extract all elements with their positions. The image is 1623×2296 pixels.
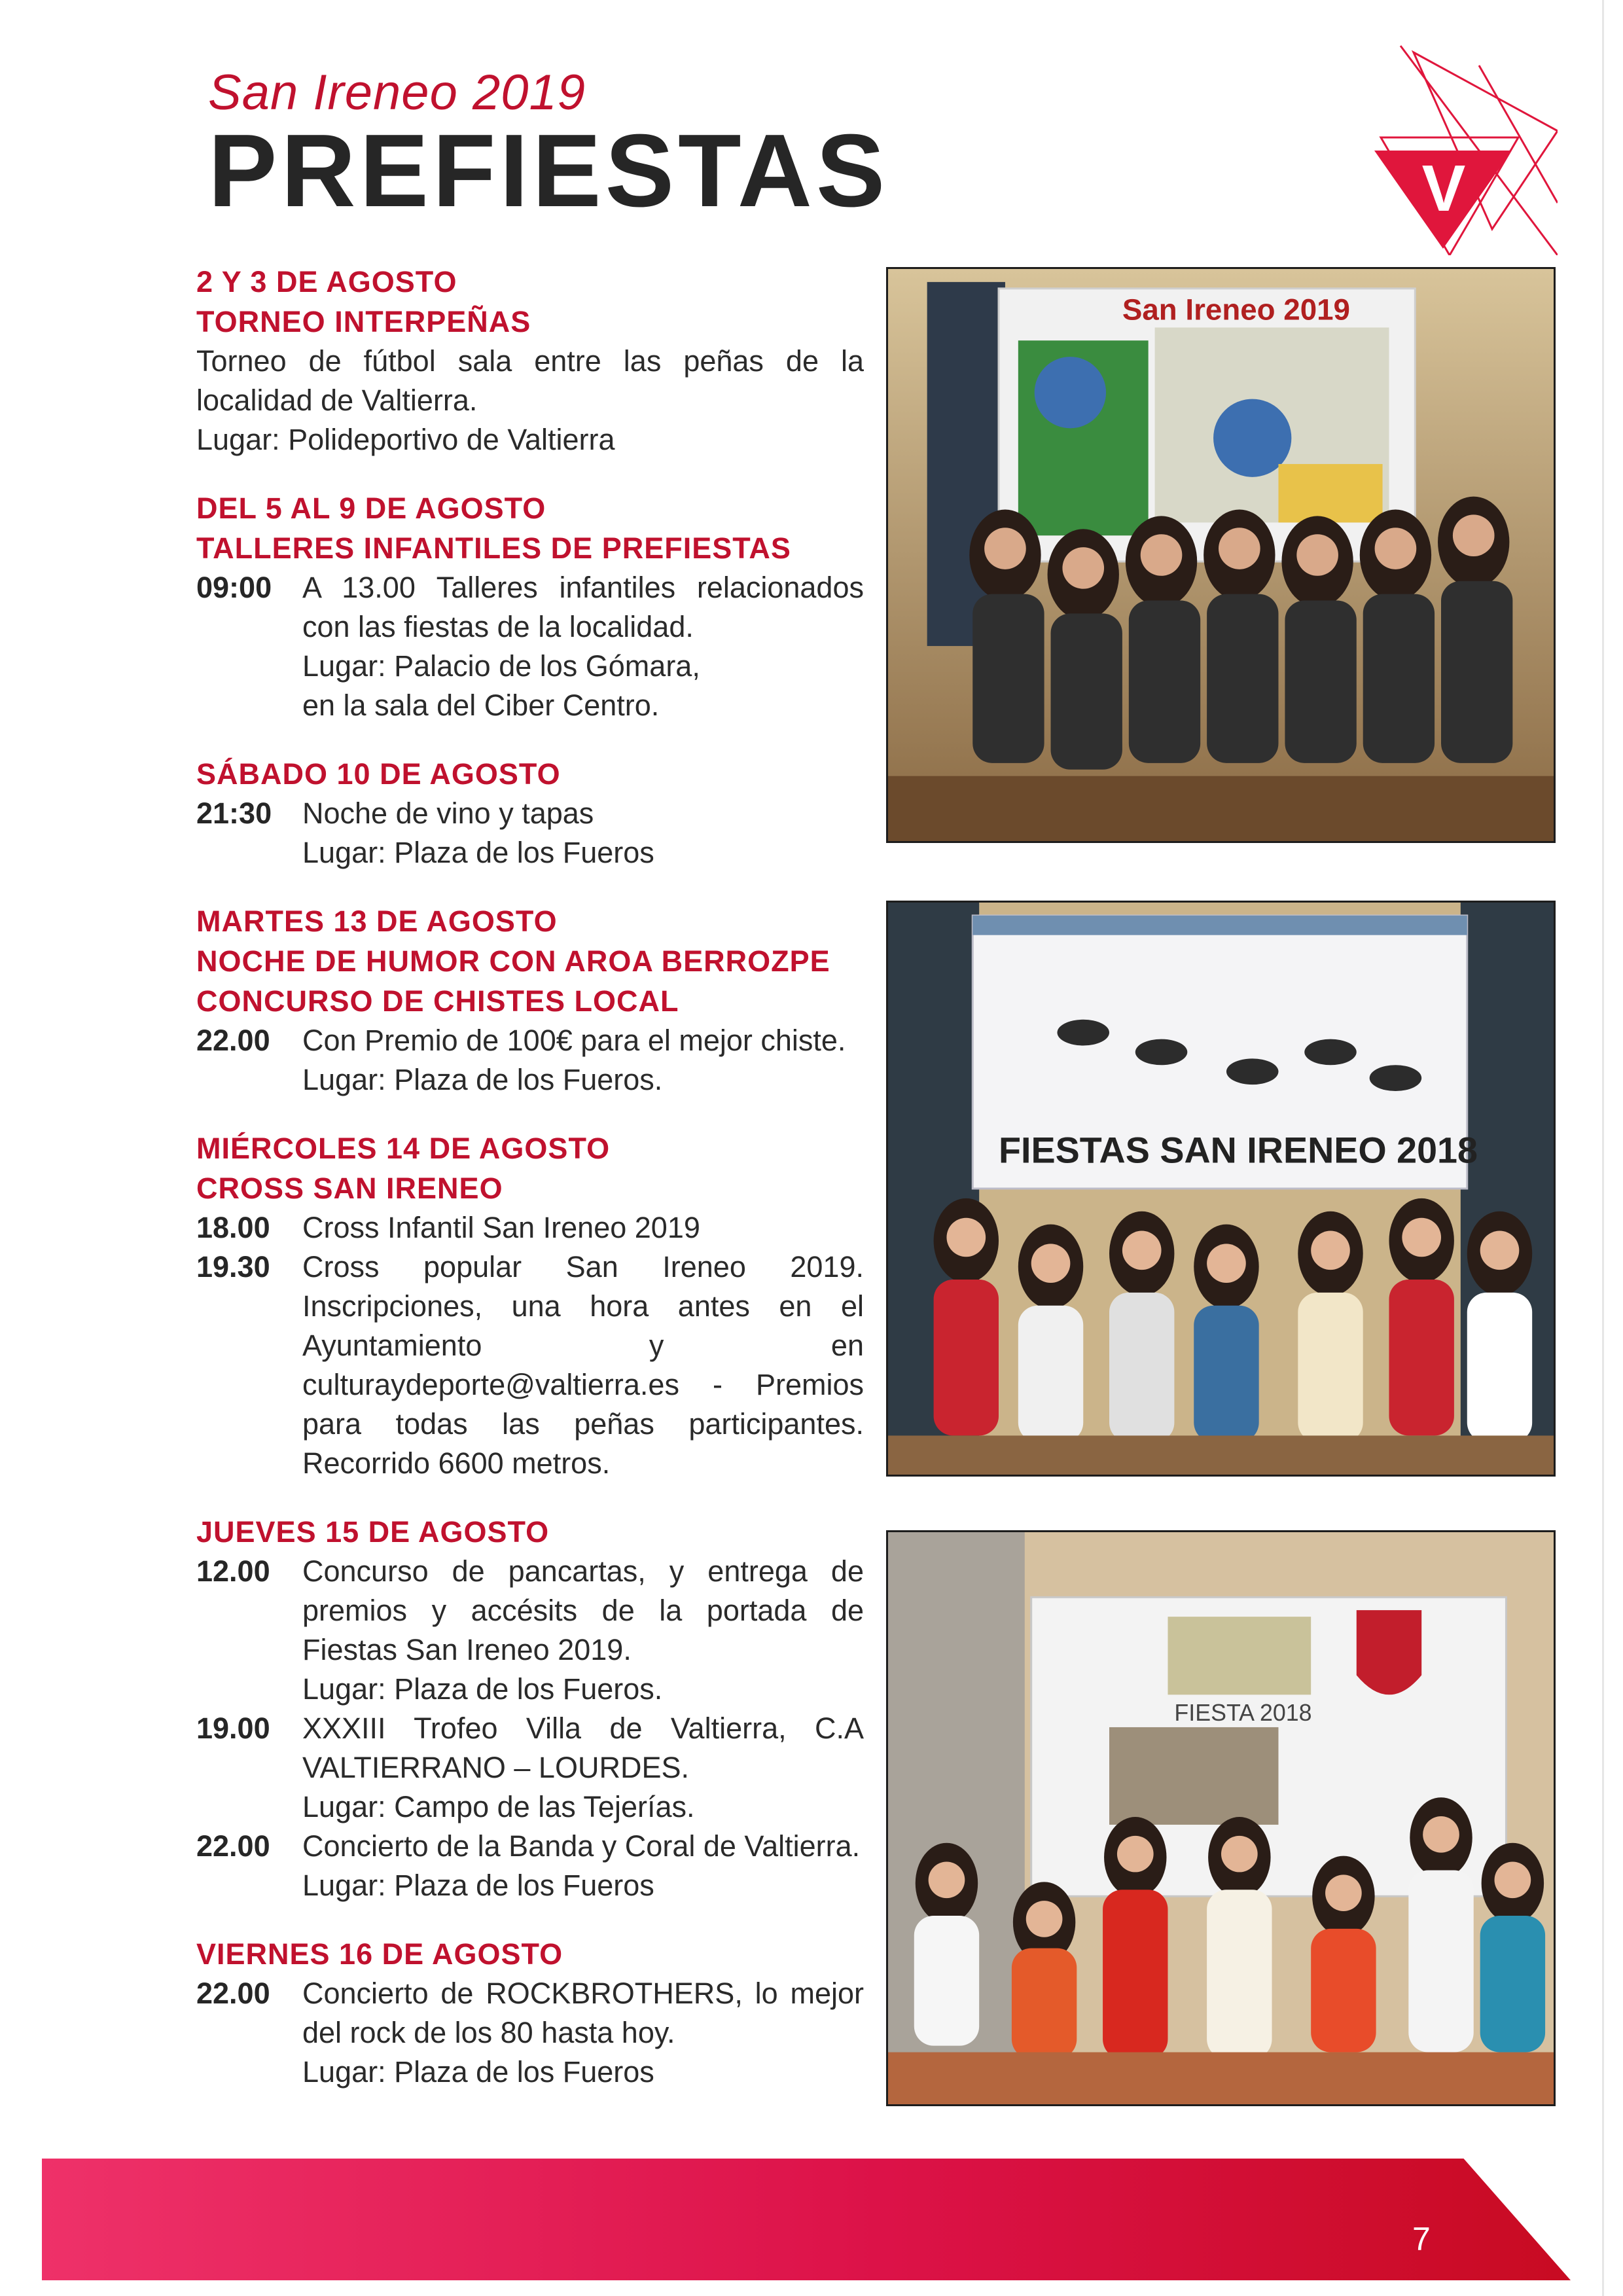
event-viernes — [196, 1934, 864, 2092]
event-torneo — [196, 262, 864, 459]
event-line: A 13.00 Talleres infantiles relacionados con las fiestas de la localidad. — [302, 571, 864, 643]
event-item — [196, 794, 864, 872]
event-item — [196, 1709, 864, 1827]
event-line: Concierto de ROCKBROTHERS, lo mejor del rock de los 80 hasta hoy. — [302, 1977, 864, 2049]
event-line: Lugar: Plaza de los Fueros — [302, 2055, 654, 2089]
event-text — [302, 794, 864, 872]
event-title: TALLERES INFANTILES DE PREFIESTAS — [196, 531, 791, 565]
event-line: Concurso de pancartas, y entrega de premios y accésits de la portada de Fiestas San Ireneo 2019. — [302, 1554, 864, 1666]
event-line: Noche de vino y tapas — [302, 797, 594, 830]
program-list — [196, 262, 864, 2121]
valtierra-logo-icon — [1361, 39, 1558, 255]
event-date: MIÉRCOLES 14 DE AGOSTO — [196, 1132, 611, 1165]
event-place: Lugar: Polideportivo de Valtierra — [196, 423, 615, 456]
event-line: Lugar: Palacio de los Gómara, — [302, 649, 700, 683]
event-martes — [196, 901, 864, 1100]
event-line: Lugar: Campo de las Tejerías. — [302, 1790, 695, 1823]
event-line: en la sala del Ciber Centro. — [302, 689, 660, 722]
event-cross — [196, 1128, 864, 1483]
page-edge — [1602, 0, 1604, 2296]
event-line: Cross popular San Ireneo 2019. Inscripciones, una hora antes en el Ayuntamiento y en culturaydeporte@valtierra.es - Premios para todas las peñas participantes. Recorrido 6600 metros. — [302, 1250, 864, 1480]
logo-letter: V — [1421, 152, 1466, 225]
photo-banner-text: San Ireneo 2019 — [1122, 293, 1350, 327]
event-text — [302, 1974, 864, 2092]
event-time: 22.00 — [196, 1829, 270, 1863]
event-title: NOCHE DE HUMOR CON AROA BERROZPE — [196, 944, 830, 978]
event-line: XXXIII Trofeo Villa de Valtierra, C.A VALTIERRANO – LOURDES. — [302, 1712, 864, 1784]
event-item — [196, 1974, 864, 2092]
event-time: 12.00 — [196, 1554, 270, 1588]
event-time: 22.00 — [196, 1977, 270, 2010]
event-talleres — [196, 488, 864, 725]
event-item — [196, 568, 864, 725]
photo-group-2 — [886, 901, 1556, 1477]
event-date: MARTES 13 DE AGOSTO — [196, 905, 558, 938]
photo-group-3 — [886, 1530, 1556, 2106]
event-line: Concierto de la Banda y Coral de Valtierra. — [302, 1829, 861, 1863]
event-line: Con Premio de 100€ para el mejor chiste. — [302, 1024, 846, 1057]
photo-banner-text: FIESTAS SAN IRENEO 2018 — [999, 1130, 1478, 1171]
group-photo-banner-2018-icon — [888, 903, 1554, 1475]
event-jueves — [196, 1512, 864, 1905]
page-number: 7 — [1412, 2221, 1431, 2257]
event-date: 2 Y 3 DE AGOSTO — [196, 265, 457, 298]
event-title: CROSS SAN IRENEO — [196, 1172, 503, 1205]
group-photo-banner-castle-icon — [888, 1532, 1554, 2104]
event-time: 21:30 — [196, 797, 272, 830]
event-item — [196, 1552, 864, 1709]
footer-band — [42, 2159, 1571, 2280]
event-item — [196, 1827, 864, 1905]
event-text — [302, 1552, 864, 1709]
supertitle: San Ireneo 2019 — [208, 65, 586, 120]
photo-banner-text: FIESTA 2018 — [1174, 1700, 1312, 1727]
event-text — [302, 568, 864, 725]
event-line: Lugar: Plaza de los Fueros. — [302, 1063, 663, 1096]
event-item — [196, 1247, 864, 1483]
event-title: TORNEO INTERPEÑAS — [196, 305, 531, 338]
event-time: 19.30 — [196, 1250, 270, 1283]
event-line: Lugar: Plaza de los Fueros — [302, 1869, 654, 1902]
event-text — [302, 1247, 864, 1483]
event-text — [302, 1709, 864, 1827]
event-text — [302, 1827, 864, 1905]
event-line: Lugar: Plaza de los Fueros — [302, 836, 654, 869]
event-line: Cross Infantil San Ireneo 2019 — [302, 1211, 700, 1244]
event-line: Lugar: Plaza de los Fueros. — [302, 1672, 663, 1706]
event-date: JUEVES 15 DE AGOSTO — [196, 1515, 550, 1549]
event-sabado — [196, 754, 864, 872]
group-photo-banner-2019-icon — [888, 269, 1554, 841]
page-title: PREFIESTAS — [208, 113, 889, 228]
event-text — [302, 1021, 864, 1100]
event-subtitle: CONCURSO DE CHISTES LOCAL — [196, 984, 679, 1018]
event-date: VIERNES 16 DE AGOSTO — [196, 1937, 563, 1971]
event-time: 22.00 — [196, 1024, 270, 1057]
event-time: 19.00 — [196, 1712, 270, 1745]
event-text — [302, 1208, 864, 1247]
photo-group-1 — [886, 267, 1556, 843]
event-description: Torneo de fútbol sala entre las peñas de la localidad de Valtierra. — [196, 344, 864, 417]
event-date: DEL 5 AL 9 DE AGOSTO — [196, 492, 546, 525]
event-time: 18.00 — [196, 1211, 270, 1244]
event-item — [196, 1208, 864, 1247]
event-date: SÁBADO 10 DE AGOSTO — [196, 757, 561, 791]
event-time: 09:00 — [196, 571, 272, 604]
event-item — [196, 1021, 864, 1100]
